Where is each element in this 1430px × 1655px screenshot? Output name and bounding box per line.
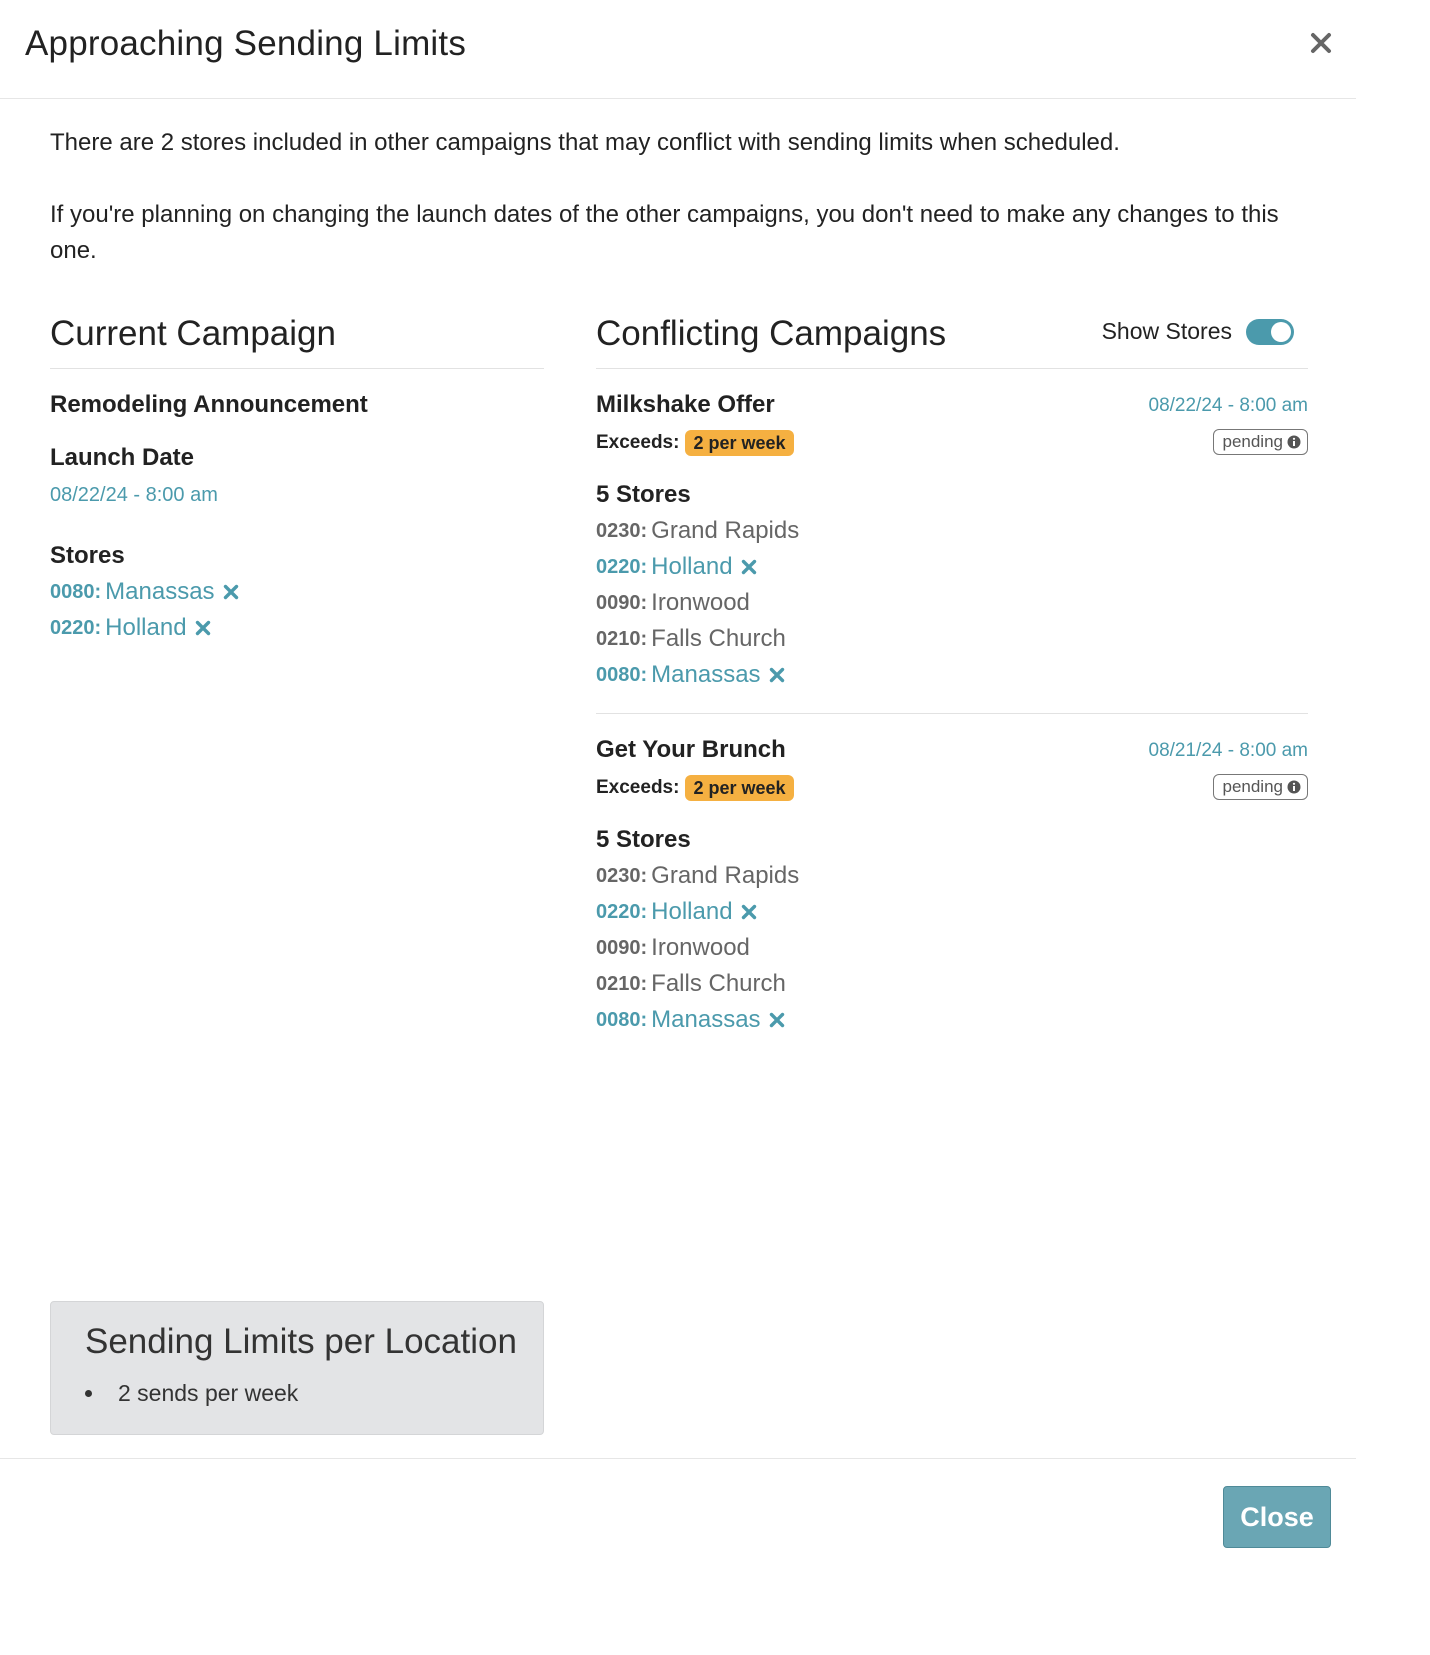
store-name: Manassas xyxy=(651,1006,761,1033)
store-item xyxy=(596,513,1308,549)
remove-store-icon[interactable] xyxy=(769,667,785,683)
conflicting-campaign-name: Milkshake Offer xyxy=(596,391,775,418)
store-name: Holland xyxy=(105,614,187,641)
store-code: 0080: xyxy=(50,581,102,603)
store-item xyxy=(596,930,1308,966)
campaign-stores-list xyxy=(596,858,1308,1038)
store-name: Manassas xyxy=(651,661,761,688)
store-item xyxy=(596,657,1308,693)
current-stores-list xyxy=(50,574,544,646)
store-code: 0090: xyxy=(596,937,648,959)
exceeds-label: Exceeds: xyxy=(596,777,680,798)
status-badge[interactable] xyxy=(1213,429,1308,455)
remove-store-icon[interactable] xyxy=(223,584,239,600)
sending-limits-title: Sending Limits per Location xyxy=(85,1322,517,1361)
info-icon[interactable] xyxy=(1287,780,1301,794)
remove-store-icon[interactable] xyxy=(741,559,757,575)
conflicting-campaign-card xyxy=(596,713,1308,1038)
store-code: 0230: xyxy=(596,520,648,542)
sending-limits-list xyxy=(85,1380,298,1407)
store-item xyxy=(596,585,1308,621)
stores-count: 5 Stores xyxy=(596,826,691,853)
exceeds-badge: 2 per week xyxy=(685,430,793,456)
store-code: 0220: xyxy=(596,901,648,923)
close-icon[interactable] xyxy=(1302,24,1340,62)
exceeds-row xyxy=(596,429,1308,457)
show-stores-toggle[interactable] xyxy=(1246,319,1294,345)
store-name: Holland xyxy=(651,553,733,580)
store-name: Holland xyxy=(651,898,733,925)
store-item xyxy=(596,621,1308,657)
remove-store-icon[interactable] xyxy=(741,904,757,920)
stores-count: 5 Stores xyxy=(596,481,691,508)
conflicting-campaign-date: 08/22/24 - 8:00 am xyxy=(1148,395,1308,416)
store-code: 0220: xyxy=(596,556,648,578)
store-item xyxy=(596,966,1308,1002)
bullet-icon xyxy=(85,1390,92,1397)
status-badge[interactable] xyxy=(1213,774,1308,800)
launch-date-label: Launch Date xyxy=(50,444,195,471)
store-code: 0230: xyxy=(596,865,648,887)
store-name: Falls Church xyxy=(651,970,786,997)
conflicting-campaign-date: 08/21/24 - 8:00 am xyxy=(1148,740,1308,761)
store-item xyxy=(596,858,1308,894)
conflicting-campaigns-heading: Conflicting Campaigns xyxy=(596,300,1308,369)
store-item xyxy=(596,549,1308,585)
store-item xyxy=(50,574,544,610)
show-stores-label: Show Stores xyxy=(1101,318,1232,344)
status-text: pending xyxy=(1222,432,1283,451)
intro-paragraph-2: If you're planning on changing the launch dates of the other campaigns, you don't need to make any changes to this one. xyxy=(50,201,1279,264)
store-code: 0080: xyxy=(596,664,648,686)
store-code: 0220: xyxy=(50,617,102,639)
remove-store-icon[interactable] xyxy=(195,620,211,636)
sending-limits-box xyxy=(50,1301,544,1435)
modal-header xyxy=(0,0,1356,99)
campaign-stores-list xyxy=(596,513,1308,693)
show-stores-toggle-group xyxy=(1102,318,1294,345)
remove-store-icon[interactable] xyxy=(769,1012,785,1028)
store-item xyxy=(596,1002,1308,1038)
intro-paragraph-1: There are 2 stores included in other campaigns that may conflict with sending limits when scheduled. xyxy=(50,129,1120,156)
current-campaign-heading: Current Campaign xyxy=(50,300,544,369)
store-code: 0080: xyxy=(596,1009,648,1031)
toggle-knob xyxy=(1271,322,1291,342)
close-button[interactable]: Close xyxy=(1223,1486,1331,1548)
current-campaign-name: Remodeling Announcement xyxy=(50,391,368,418)
store-name: Falls Church xyxy=(651,625,786,652)
sending-limit-item xyxy=(85,1380,298,1407)
launch-date-value: 08/22/24 - 8:00 am xyxy=(50,484,218,506)
modal-title: Approaching Sending Limits xyxy=(25,24,467,63)
store-name: Grand Rapids xyxy=(651,862,800,889)
conflicting-campaigns-column xyxy=(596,300,1308,1038)
stores-label: Stores xyxy=(50,542,125,569)
status-text: pending xyxy=(1222,777,1283,796)
store-name: Manassas xyxy=(105,578,215,605)
store-name: Ironwood xyxy=(651,934,750,961)
exceeds-badge: 2 per week xyxy=(685,775,793,801)
exceeds-row xyxy=(596,774,1308,802)
sending-limit-text: 2 sends per week xyxy=(118,1380,299,1406)
store-code: 0210: xyxy=(596,628,648,650)
store-code: 0210: xyxy=(596,973,648,995)
intro-text xyxy=(50,125,1330,269)
conflicting-campaign-card xyxy=(596,369,1308,693)
store-name: Grand Rapids xyxy=(651,517,800,544)
modal-footer xyxy=(0,1458,1356,1655)
store-name: Ironwood xyxy=(651,589,750,616)
store-code: 0090: xyxy=(596,592,648,614)
store-item xyxy=(596,894,1308,930)
current-campaign-column xyxy=(50,300,544,646)
conflicting-campaign-name: Get Your Brunch xyxy=(596,736,786,763)
info-icon[interactable] xyxy=(1287,435,1301,449)
store-item xyxy=(50,610,544,646)
exceeds-label: Exceeds: xyxy=(596,432,680,453)
